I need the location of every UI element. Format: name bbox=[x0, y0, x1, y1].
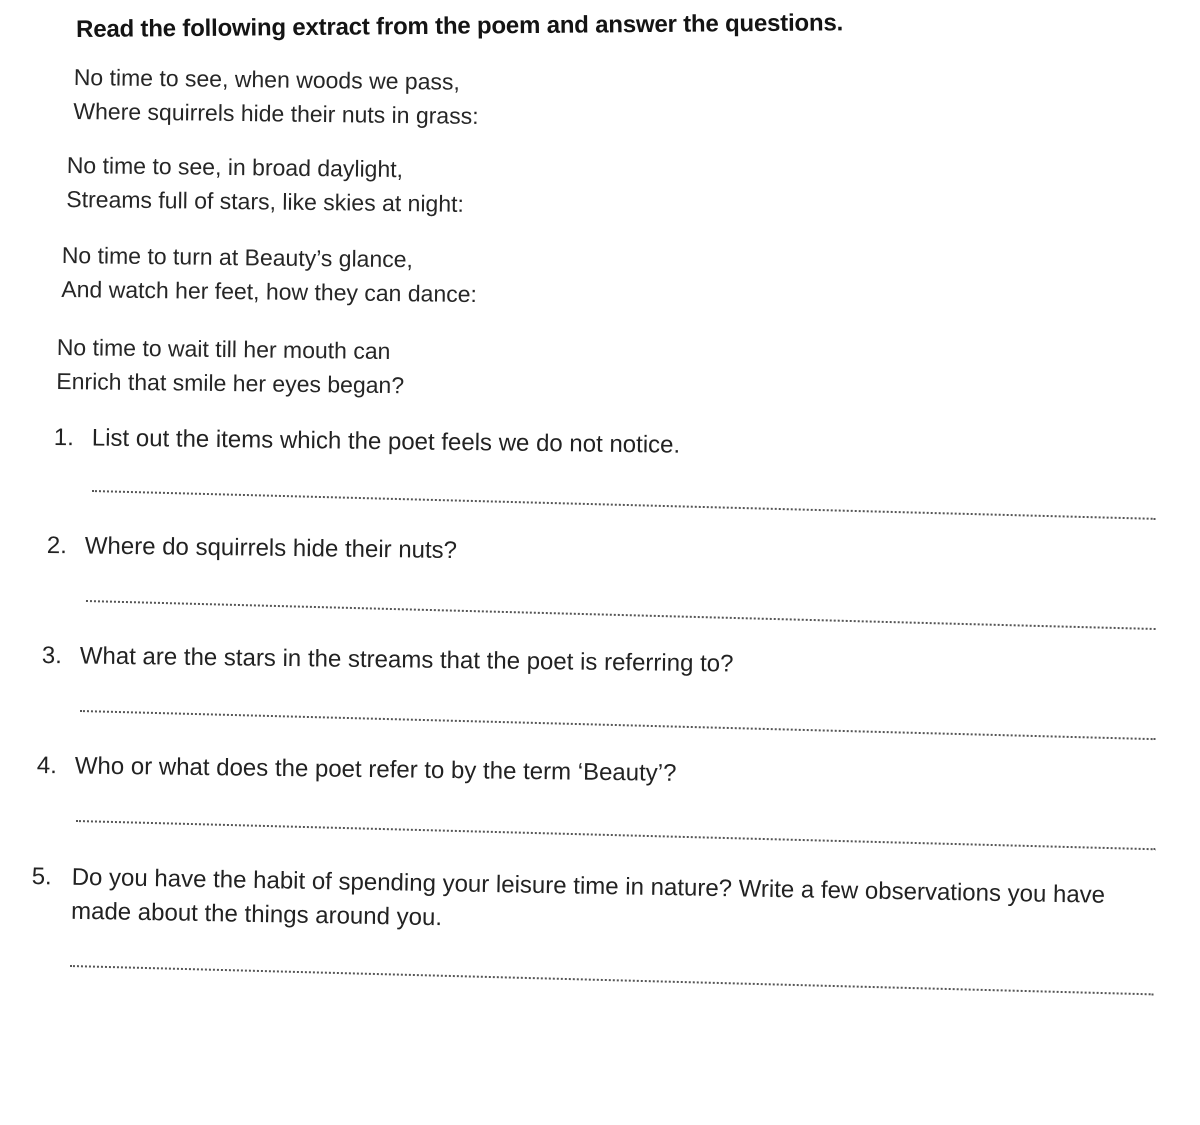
question-text: List out the items which the poet feels we do not notice. bbox=[91, 424, 681, 459]
question-3 bbox=[42, 642, 734, 678]
answer-line-3[interactable] bbox=[80, 710, 1156, 740]
question-number: 3. bbox=[41, 642, 63, 670]
question-number: 1. bbox=[53, 424, 75, 452]
question-1 bbox=[54, 424, 681, 460]
poem-line: No time to see, when woods we pass, bbox=[73, 63, 461, 95]
poem-line: Enrich that smile her eyes began? bbox=[56, 367, 405, 399]
answer-line-4[interactable] bbox=[76, 820, 1156, 850]
answer-line-5[interactable] bbox=[70, 965, 1154, 995]
poem-line: And watch her feet, how they can dance: bbox=[61, 275, 478, 308]
answer-line-1[interactable] bbox=[92, 490, 1156, 520]
poem-line: No time to wait till her mouth can bbox=[56, 333, 391, 365]
question-5 bbox=[31, 860, 1152, 948]
question-number: 2. bbox=[46, 532, 68, 560]
instruction-heading: Read the following extract from the poem and answer the questions. bbox=[76, 9, 844, 43]
answer-line-2[interactable] bbox=[86, 600, 1156, 630]
question-text: Where do squirrels hide their nuts? bbox=[84, 532, 458, 565]
question-text: Do you have the habit of spending your leisure time in nature? Write a few observations you have made about the things around you. bbox=[70, 863, 1106, 932]
poem-line: No time to see, in broad daylight, bbox=[66, 151, 404, 183]
poem-stanza-3 bbox=[61, 238, 477, 311]
question-text: What are the stars in the streams that the poet is referring to? bbox=[79, 642, 734, 678]
poem-line: No time to turn at Beauty’s glance, bbox=[61, 241, 414, 273]
poem-stanza-2 bbox=[66, 148, 464, 221]
question-number: 5. bbox=[31, 862, 52, 891]
question-2 bbox=[47, 532, 457, 565]
poem-stanza-1 bbox=[73, 60, 479, 133]
poem-line: Streams full of stars, like skies at night: bbox=[66, 185, 465, 217]
poem-stanza-4 bbox=[56, 330, 405, 402]
question-text: Who or what does the poet refer to by the term ‘Beauty’? bbox=[74, 752, 677, 787]
question-4 bbox=[37, 752, 677, 788]
poem-line: Where squirrels hide their nuts in grass: bbox=[73, 97, 479, 129]
question-number: 4. bbox=[36, 752, 58, 780]
